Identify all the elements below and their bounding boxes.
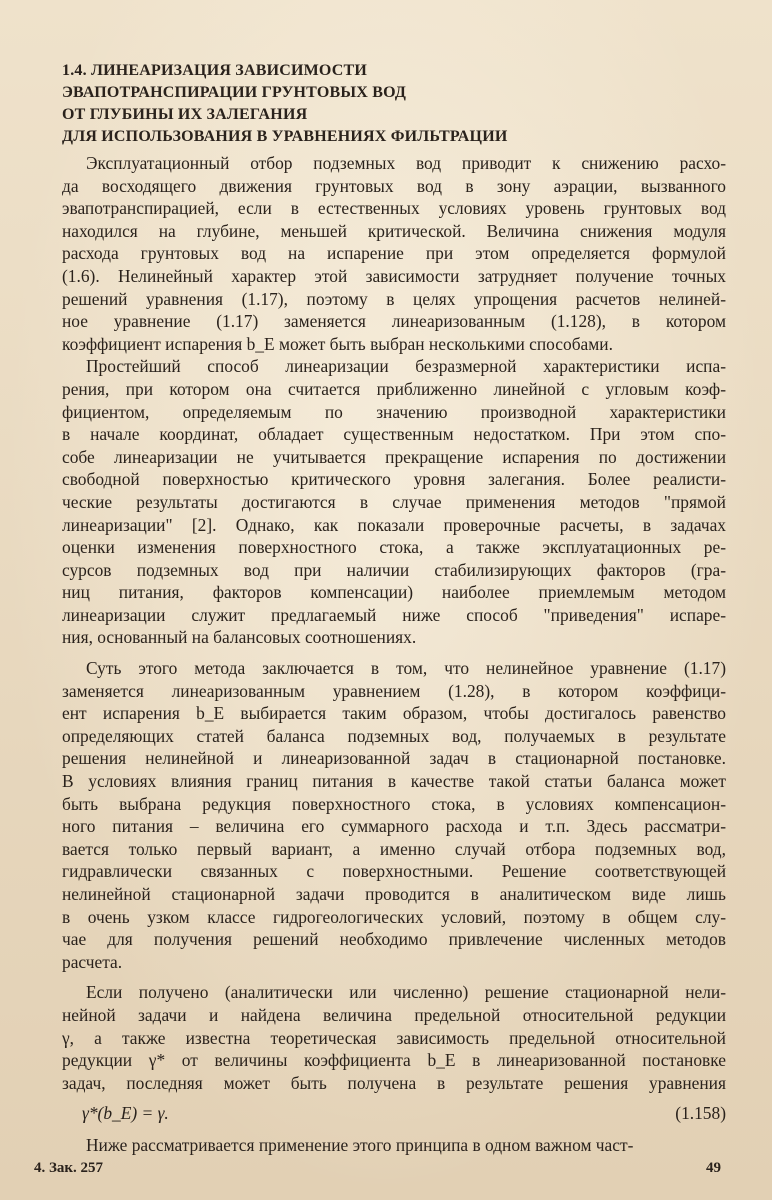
heading-line: ДЛЯ ИСПОЛЬЗОВАНИЯ В УРАВНЕНИЯХ ФИЛЬТРАЦИИ [62, 128, 508, 145]
text-line: ного питания – величина его суммарного расхода и т.п. Здесь рассматри- [62, 816, 726, 837]
text-line: линеаризации" [2]. Однако, как показали проверочные расчеты, в задачах [62, 514, 726, 535]
text-line: Суть этого метода заключается в том, что нелинейное уравнение (1.17) [86, 658, 726, 679]
text-line: фициентом, определяемым по значению производной характеристики [62, 401, 726, 422]
paragraph-5 [62, 1134, 726, 1157]
text-line: ниц питания, факторов компенсации) наиболее приемлемым методом [62, 582, 726, 603]
text-line: Простейший способ линеаризации безразмерной характеристики испа- [86, 356, 726, 377]
paragraph-4 [62, 981, 726, 1094]
body-text [62, 152, 726, 1157]
text-line: нелинейной стационарной задачи проводится в аналитическом виде лишь [62, 884, 726, 904]
page-number: 49 [706, 1160, 721, 1176]
text-line: γ, а также известна теоретическая зависимость предельной относительной [62, 1027, 726, 1048]
text-line: линеаризации служит предлагаемый ниже способ "приведения" испаре- [62, 604, 726, 625]
equation-number: (1.158) [675, 1103, 726, 1124]
text-line: Ниже рассматривается применение этого принципа в одном важном част- [86, 1135, 634, 1156]
text-line: эвапотранспирацией, если в естественных условиях уровень грунтовых вод [62, 198, 726, 219]
paragraph-2 [62, 355, 726, 649]
paragraph-1 [62, 152, 726, 355]
heading-line: 1.4. ЛИНЕАРИЗАЦИЯ ЗАВИСИМОСТИ [62, 62, 368, 79]
text-line: ния, основанный на балансовых соотношениях. [62, 627, 417, 648]
text-line: быть выбрана редукция поверхностного стока, в условиях компенсацион- [62, 793, 726, 814]
equation-1-158 [62, 1098, 726, 1128]
text-line: гидравлически связанных с поверхностными. Решение соответствующей [62, 861, 726, 882]
printing-order-note: 4. Зак. 257 [34, 1160, 104, 1176]
heading-line: ЭВАПОТРАНСПИРАЦИИ ГРУНТОВЫХ ВОД [62, 84, 407, 101]
text-line: Эксплуатационный отбор подземных вод приводит к снижению расхо- [86, 153, 726, 173]
text-line: да восходящего движения грунтовых вод в зону аэрации, вызванного [62, 175, 726, 196]
text-line: решения нелинейной и линеаризованной задач в стационарной постановке. [62, 748, 726, 769]
text-line: решений уравнения (1.17), поэтому в целях упрощения расчетов нелиней- [62, 288, 726, 309]
text-line: оценки изменения поверхностного стока, а также эксплуатационных ре- [62, 537, 726, 558]
text-line: (1.6). Нелинейный характер этой зависимости затрудняет получение точных [62, 265, 726, 286]
text-line: В условиях влияния границ питания в качестве такой статьи баланса может [62, 771, 726, 792]
text-line: собе линеаризации не учитывается прекращение испарения по достижении [62, 446, 726, 467]
text-line: заменяется линеаризованным уравнением (1.28), в котором коэффици- [62, 680, 726, 701]
text-line: расчета. [62, 951, 123, 972]
text-line: сурсов подземных вод при наличии стабилизирующих факторов (гра- [62, 559, 726, 580]
text-line: редукции γ* от величины коэффициента b_E в линеаризованной постановке [62, 1050, 726, 1071]
text-line: ческие результаты достигаются в случае применения методов "прямой [62, 491, 726, 512]
text-line: рения, при котором она считается приближенно линейной с угловым коэф- [62, 378, 726, 399]
paragraph-3 [62, 657, 726, 973]
text-line: в очень узком классе гидрогеологических условий, поэтому в общем слу- [62, 906, 726, 927]
text-line: расхода грунтовых вод на испарение при этом определяется формулой [62, 243, 726, 264]
text-line: находился на глубине, меньшей критической. Величина снижения модуля [62, 220, 726, 241]
text-line: коэффициент испарения b_E может быть выбран несколькими способами. [62, 333, 613, 354]
text-line: в начале координат, обладает существенным недостатком. При этом спо- [62, 424, 726, 445]
text-line: задач, последняя может быть получена в результате решения уравнения [62, 1072, 726, 1093]
section-heading [62, 60, 582, 148]
equation-expression: γ*(b_E) = γ. [82, 1103, 169, 1124]
text-line: нейной задачи и найдена величина предельной относительной редукции [62, 1004, 726, 1025]
heading-line: ОТ ГЛУБИНЫ ИХ ЗАЛЕГАНИЯ [62, 106, 308, 123]
text-line: свободной поверхностью критического уровня залегания. Более реалисти- [62, 469, 726, 490]
text-line: вается только первый вариант, а именно случай отбора подземных вод, [62, 838, 726, 859]
text-line: чае для получения решений необходимо привлечение численных методов [62, 929, 726, 950]
text-line: определяющих статей баланса подземных вод, получаемых в результате [62, 725, 726, 746]
text-line: ент испарения b_E выбирается таким образом, чтобы достигалось равенство [62, 703, 726, 724]
text-line: ное уравнение (1.17) заменяется линеаризованным (1.128), в котором [62, 311, 726, 332]
text-line: Если получено (аналитически или численно) решение стационарной нели- [86, 982, 726, 1003]
